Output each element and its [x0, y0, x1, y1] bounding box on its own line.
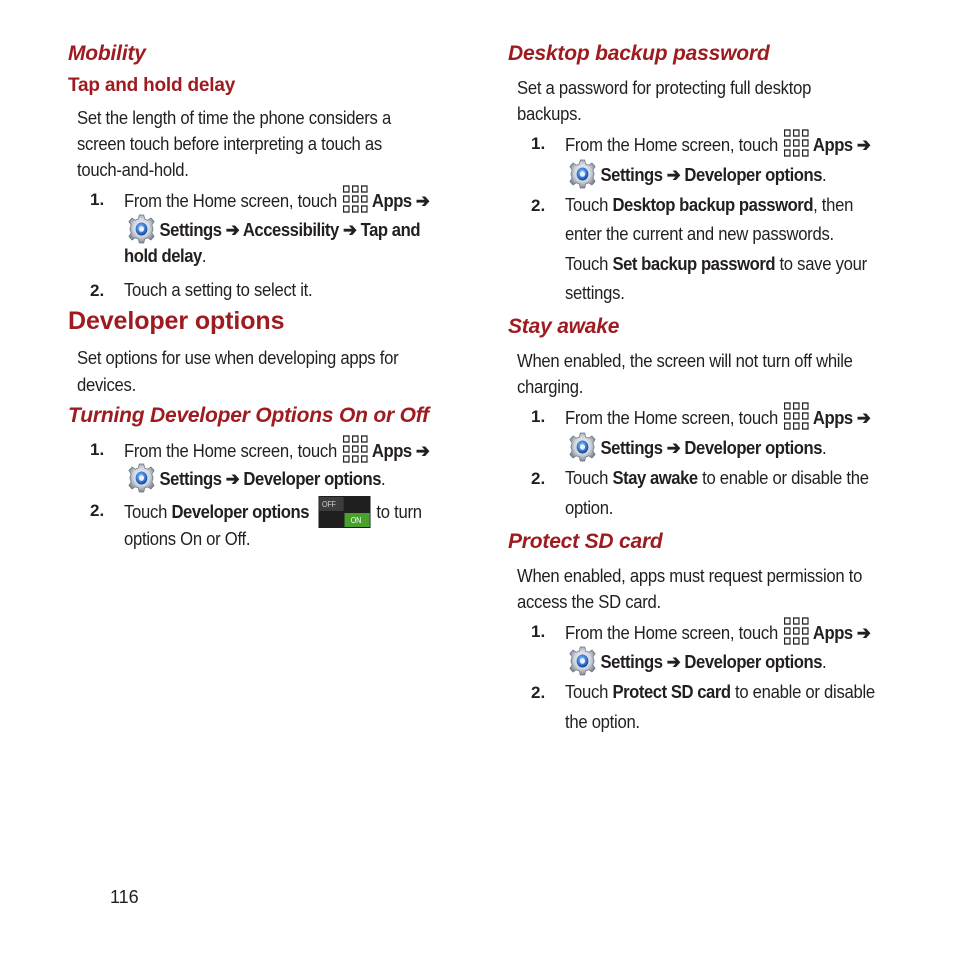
on-off-toggle-icon	[319, 496, 371, 528]
settings-path: Settings ➔ Developer options	[600, 436, 823, 458]
developer-options-heading: Developer options	[68, 307, 285, 335]
step-number: 2.	[531, 683, 546, 702]
step-number: 1.	[90, 440, 105, 459]
step-text-pre: From the Home screen, touch	[124, 439, 337, 461]
toggle-off-label: OFF	[322, 499, 336, 510]
step-text-pre: Touch	[565, 253, 609, 274]
step-number: 2.	[90, 501, 105, 520]
step-number: 2.	[531, 469, 546, 488]
apps-label: Apps ➔	[371, 189, 430, 211]
step-path	[128, 465, 385, 495]
settings-path: Settings ➔ Developer options	[159, 467, 382, 489]
step-number: 1.	[531, 622, 546, 641]
tap-hold-desc-line: screen touch before interpreting a touch as	[77, 133, 382, 154]
step-text: Touch a setting to select it.	[124, 279, 313, 300]
settings-gear-icon	[128, 214, 155, 244]
step-text	[124, 438, 429, 466]
tap-hold-desc-line: Set the length of time the phone considers a	[77, 107, 391, 128]
period: .	[822, 163, 827, 185]
step-text	[124, 497, 422, 529]
step-text	[565, 132, 870, 160]
protect-desc-line: When enabled, apps must request permission to	[517, 565, 863, 586]
stay-awake-label: Stay awake	[612, 467, 698, 488]
step-number: 1.	[531, 407, 546, 426]
protect-sd-heading: Protect SD card	[508, 530, 663, 553]
turning-heading: Turning Developer Options On or Off	[68, 404, 429, 427]
step-number: 2.	[90, 281, 105, 300]
step-text-pre: From the Home screen, touch	[565, 621, 778, 643]
toggle-on-label: ON	[351, 515, 362, 526]
step-text-post: to enable or disable	[734, 681, 875, 702]
settings-path: Settings ➔ Developer options	[600, 163, 823, 185]
step-path	[569, 434, 826, 464]
stay-awake-heading: Stay awake	[508, 315, 620, 338]
mobility-heading: Mobility	[68, 42, 146, 65]
apps-grid-icon	[784, 402, 809, 430]
step-text	[565, 620, 870, 648]
step-path	[128, 216, 420, 246]
step-text-post: to turn	[376, 500, 422, 522]
apps-label: Apps ➔	[812, 133, 871, 155]
apps-label: Apps ➔	[812, 621, 871, 643]
step-text-post: to save your	[779, 253, 867, 274]
step-text-cont	[565, 253, 867, 275]
period: .	[822, 650, 827, 672]
step-text	[565, 681, 875, 703]
settings-gear-icon	[569, 432, 596, 462]
settings-gear-icon	[128, 463, 155, 493]
apps-grid-icon	[343, 435, 368, 463]
period: .	[381, 467, 386, 489]
tap-hold-desc-line: touch-and-hold.	[77, 159, 189, 180]
step-text-cont: option.	[565, 497, 614, 518]
protect-desc-line: access the SD card.	[517, 591, 661, 612]
backup-heading: Desktop backup password	[508, 42, 770, 65]
step-path-cont	[124, 245, 206, 267]
set-backup-password-label: Set backup password	[612, 253, 776, 274]
stay-desc-line: When enabled, the screen will not turn off while	[517, 350, 853, 371]
step-number: 1.	[531, 134, 546, 153]
step-text-cont: the option.	[565, 711, 640, 732]
step-text-cont: settings.	[565, 282, 625, 303]
settings-path: Settings ➔ Developer options	[600, 650, 823, 672]
backup-desc-line: Set a password for protecting full desktop	[517, 77, 812, 98]
settings-path-end: hold delay	[124, 245, 202, 266]
step-text-post: to enable or disable the	[702, 467, 869, 488]
backup-desc-line: backups.	[517, 103, 582, 124]
settings-gear-icon	[569, 646, 596, 676]
step-text	[124, 188, 429, 216]
step-number: 1.	[90, 190, 105, 209]
step-text-pre: Touch	[565, 194, 609, 215]
step-text-pre: Touch	[565, 681, 609, 702]
step-path	[569, 648, 826, 678]
settings-gear-icon	[569, 159, 596, 189]
step-text	[565, 194, 853, 216]
period: .	[822, 436, 827, 458]
apps-grid-icon	[784, 129, 809, 157]
period: .	[201, 245, 207, 266]
step-text-pre: From the Home screen, touch	[565, 406, 778, 428]
tap-hold-heading: Tap and hold delay	[68, 75, 236, 96]
step-text-pre: From the Home screen, touch	[124, 189, 337, 211]
apps-label: Apps ➔	[812, 406, 871, 428]
step-text-cont: options On or Off.	[124, 528, 251, 549]
step-number: 2.	[531, 196, 546, 215]
settings-path: Settings ➔ Accessibility ➔ Tap and	[159, 218, 421, 240]
step-text-pre: From the Home screen, touch	[565, 133, 778, 155]
step-text-post: , then	[813, 194, 854, 215]
apps-label: Apps ➔	[371, 439, 430, 461]
apps-grid-icon	[784, 617, 809, 645]
apps-grid-icon	[343, 185, 368, 213]
step-text-pre: Touch	[565, 467, 609, 488]
dev-desc-line: Set options for use when developing apps for	[77, 347, 399, 368]
desktop-backup-password-label: Desktop backup password	[612, 194, 814, 215]
step-text-cont: enter the current and new passwords.	[565, 223, 834, 244]
page-number: 116	[110, 887, 139, 907]
protect-sd-card-label: Protect SD card	[612, 681, 731, 702]
stay-desc-line: charging.	[517, 376, 584, 397]
step-text	[565, 467, 869, 489]
step-text	[565, 405, 870, 433]
step-text-pre: Touch	[124, 500, 168, 522]
developer-options-label: Developer options	[171, 500, 310, 522]
step-path	[569, 161, 826, 191]
dev-desc-line: devices.	[77, 374, 136, 395]
